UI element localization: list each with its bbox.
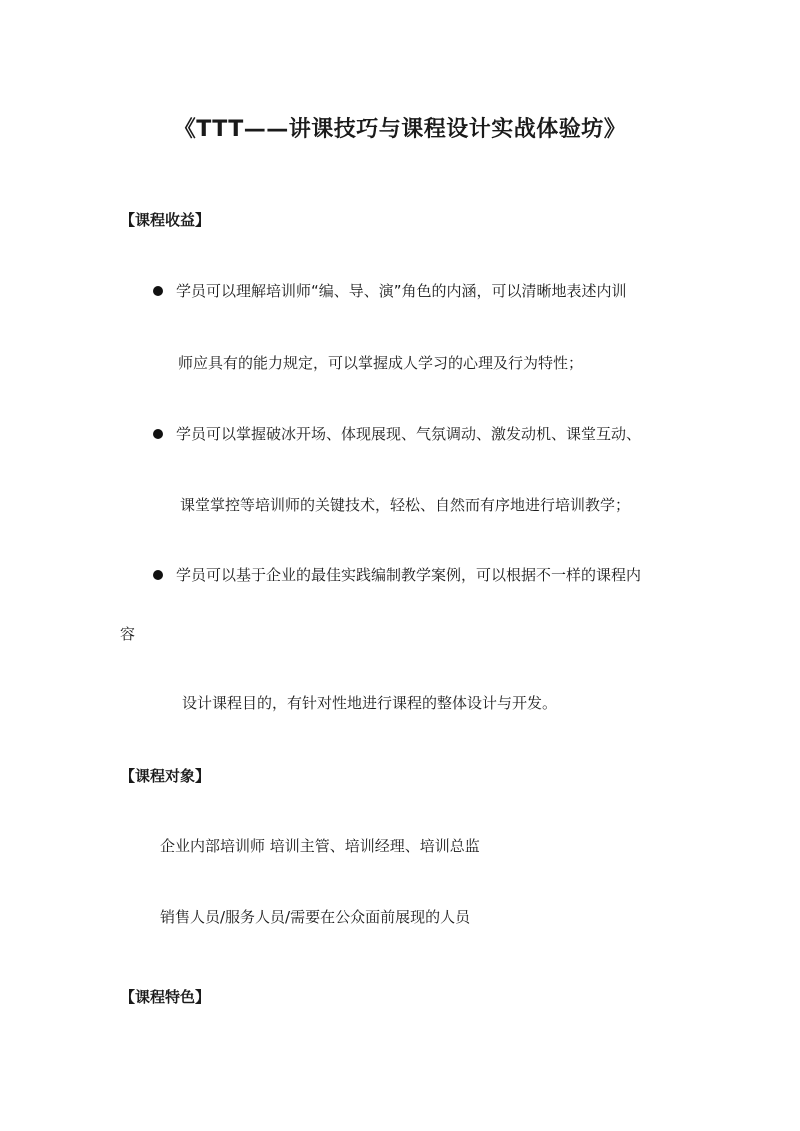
benefit-1-line-2: 师应具有的能力规定，可以掌握成人学习的心理及行为特性； bbox=[178, 354, 584, 372]
bullet-icon bbox=[153, 429, 163, 439]
section-heading-audience: 【课程对象】 bbox=[120, 767, 211, 785]
benefit-2-line-2: 课堂掌控等培训师的关键技术，轻松、自然而有序地进行培训教学； bbox=[180, 496, 631, 514]
audience-line-2: 销售人员/服务人员/需要在公众面前展现的人员 bbox=[160, 908, 471, 926]
bullet-icon bbox=[153, 286, 163, 296]
section-heading-features: 【课程特色】 bbox=[120, 988, 211, 1006]
benefit-3-line-2: 设计课程目的，有针对性地进行课程的整体设计与开发。 bbox=[182, 694, 558, 712]
audience-line-1: 企业内部培训师 培训主管、培训经理、培训总监 bbox=[160, 837, 480, 855]
benefit-1-line-1: 学员可以理解培训师“编、导、演”角色的内涵，可以清晰地表述内训 bbox=[176, 282, 627, 300]
document-title: 《TTT——讲课技巧与课程设计实战体验坊》 bbox=[173, 117, 627, 142]
benefit-2-line-1: 学员可以掌握破冰开场、体现展现、气氛调动、激发动机、课堂互动、 bbox=[176, 425, 642, 443]
bullet-icon bbox=[153, 570, 163, 580]
benefit-3-wrap: 容 bbox=[120, 625, 136, 643]
section-heading-benefits: 【课程收益】 bbox=[120, 211, 211, 229]
benefit-3-line-1: 学员可以基于企业的最佳实践编制教学案例，可以根据不一样的课程内 bbox=[176, 566, 642, 584]
